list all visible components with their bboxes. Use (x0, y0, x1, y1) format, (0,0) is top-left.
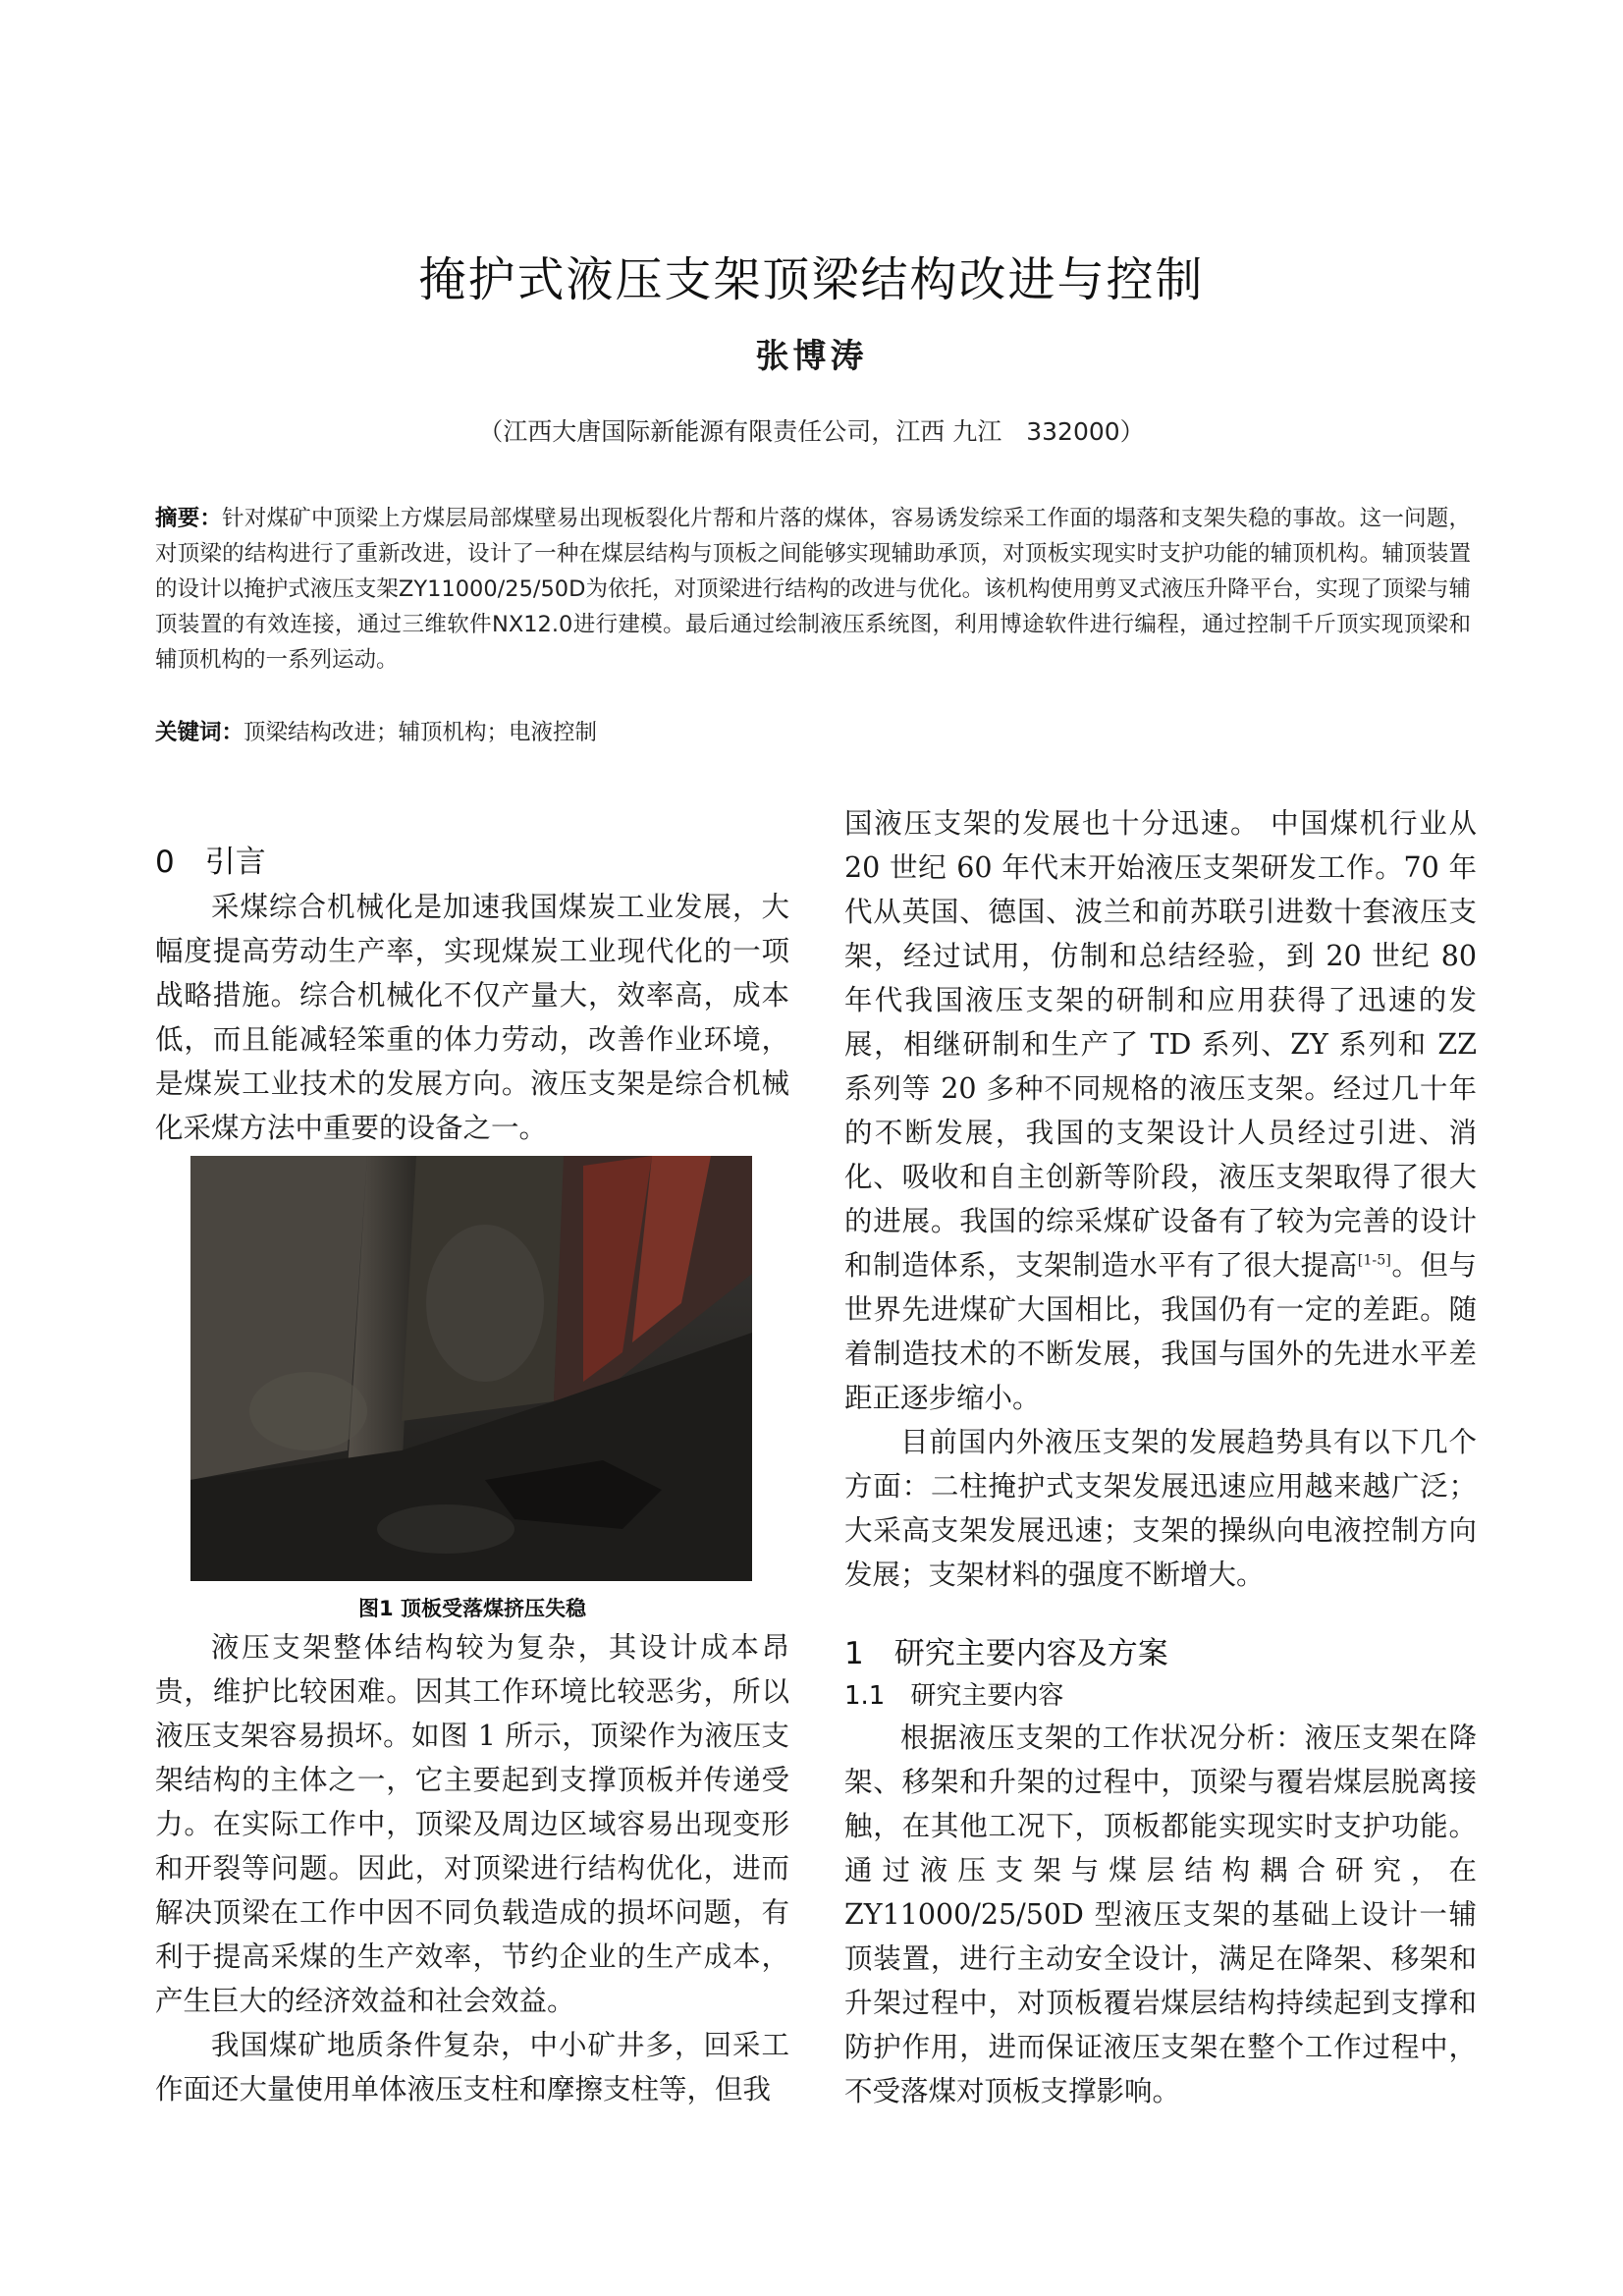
citation: [1-5] (1357, 1252, 1391, 1269)
left-column-top (155, 841, 789, 1150)
section-1-1-paragraph: 根据液压支架的工作状况分析：液压支架在降架、移架和升架的过程中，顶梁与覆岩煤层脱离接触，在其他工况下，顶板都能实现实时支护功能。通过液压支架与煤层结构耦合研究，在 ZY11000/25/50D 型液压支架的基础上设计一辅顶装置，进行主动安全设计，满足在降架、移架和升架过程中，对顶板覆岩煤层结构持续起到支撑和防护作用，进而保证液压支架在整个工作过程中，不受落煤对顶板支撑影响。 (844, 1722, 1477, 2107)
right-column (844, 801, 1477, 2113)
keywords (155, 715, 1471, 750)
section-heading-introduction: 0 引言 (155, 845, 266, 880)
author-name: 张博涛 (755, 337, 868, 376)
intro-paragraph-3-continued (844, 801, 1477, 1420)
abstract (155, 501, 1471, 678)
paper-title: 掩护式液压支架顶梁结构改进与控制 (418, 252, 1205, 307)
left-column-bottom (155, 1625, 789, 2111)
continued-text-end: 。但与世界先进煤矿大国相比，我国仍有一定的差距。随着制造技术的不断发展，我国与国外的先进水平差距正逐步缩小。 (844, 1249, 1477, 1414)
figure-1-caption: 图1 顶板受落煤挤压失稳 (358, 1597, 586, 1620)
section-heading-1: 1 研究主要内容及方案 (844, 1636, 1168, 1671)
affiliation: （江西大唐国际新能源有限责任公司，江西 九江 332000） (478, 417, 1145, 446)
section-heading-1-1: 1.1 研究主要内容 (844, 1681, 1064, 1711)
abstract-text: 针对煤矿中顶梁上方煤层局部煤壁易出现板裂化片帮和片落的煤体，容易诱发综采工作面的塌落和支架失稳的事故。这一问题，对顶梁的结构进行了重新改进，设计了一种在煤层结构与顶板之间能够实现辅助承顶，对顶板实现实时支护功能的辅顶机构。辅顶装置的设计以掩护式液压支架ZY11000/25/50D为依托，对顶梁进行结构的改进与优化。该机构使用剪叉式液压升降平台，实现了顶梁与辅顶装置的有效连接，通过三维软件NX12.0进行建模。最后通过绘制液压系统图，利用博途软件进行编程，通过控制千斤顶实现顶梁和辅顶机构的一系列运动。 (155, 506, 1471, 673)
intro-paragraph-1: 采煤综合机械化是加速我国煤炭工业发展，大幅度提高劳动生产率，实现煤炭工业现代化的一项战略措施。综合机械化不仅产量大，效率高，成本低，而且能减轻笨重的体力劳动，改善作业环境，是煤炭工业技术的发展方向。液压支架是综合机械化采煤方法中重要的设备之一。 (155, 891, 789, 1144)
figure-1-image (190, 1156, 752, 1581)
keywords-text: 顶梁结构改进；辅顶机构；电液控制 (243, 720, 598, 745)
intro-paragraph-3: 我国煤矿地质条件复杂，中小矿井多，回采工作面还大量使用单体液压支柱和摩擦支柱等，但我 (155, 2029, 789, 2105)
intro-paragraph-2: 液压支架整体结构较为复杂，其设计成本昂贵，维护比较困难。因其工作环境比较恶劣，所以液压支架容易损坏。如图 1 所示，顶梁作为液压支架结构的主体之一，它主要起到支撑顶板并传递受力。在实际工作中，顶梁及周边区域容易出现变形和开裂等问题。因此，对顶梁进行结构优化，进而解决顶梁在工作中因不同负载造成的损坏问题，有利于提高采煤的生产效率，节约企业的生产成本，产生巨大的经济效益和社会效益。 (155, 1631, 789, 2017)
abstract-label: 摘要： (155, 506, 223, 531)
mine-photo-illustration (190, 1156, 752, 1581)
intro-paragraph-4: 目前国内外液压支架的发展趋势具有以下几个方面：二柱掩护式支架发展迅速应用越来越广泛；大采高支架发展迅速；支架的操纵向电液控制方向发展；支架材料的强度不断增大。 (844, 1426, 1477, 1591)
continued-text: 国液压支架的发展也十分迅速。 中国煤机行业从 20 世纪 60 年代末开始液压支架研发工作。70 年代从英国、德国、波兰和前苏联引进数十套液压支架，经过试用，仿制和总结经验，到 20 世纪 80 年代我国液压支架的研制和应用获得了迅速的发展，相继研制和生产了 TD 系列、ZY 系列和 ZZ 系列等 20 多种不同规格的液压支架。经过几十年的不断发展，我国的支架设计人员经过引进、消化、吸收和自主创新等阶段，液压支架取得了很大的进展。我国的综采煤矿设备有了较为完善的设计和制造体系，支架制造水平有了很大提高 (844, 807, 1477, 1282)
keywords-label: 关键词： (155, 720, 244, 745)
